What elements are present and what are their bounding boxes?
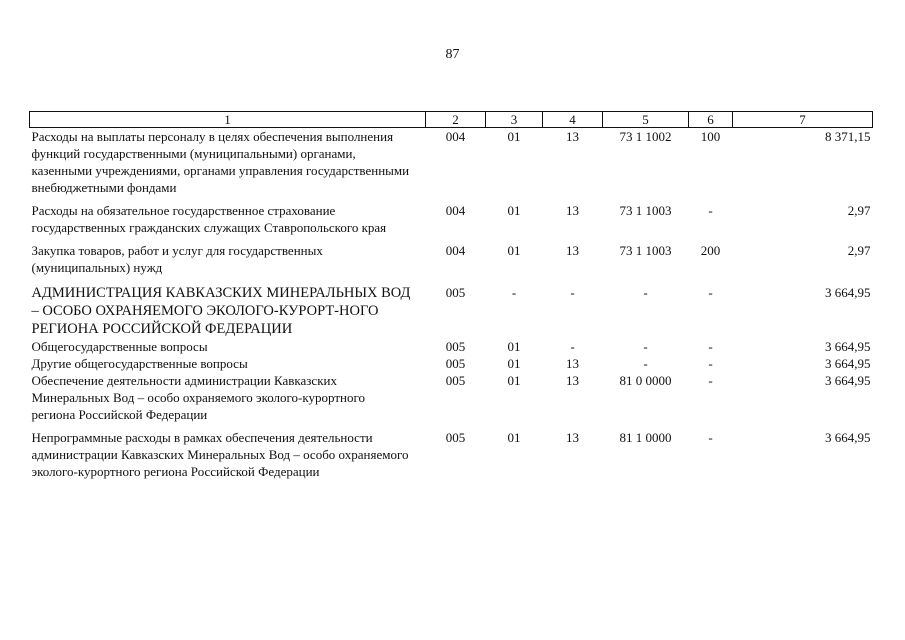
table-row [30,128,873,197]
table-row [30,196,873,236]
row-col-2: 004 [445,203,466,218]
row-col-3: 01 [507,339,521,354]
row-col-4: - [570,339,575,354]
table-row [30,372,873,423]
row-col-7: 3 664,95 [825,339,871,354]
row-col-2: 005 [445,356,466,371]
row-col-4: 13 [566,430,579,445]
row-col-7: 2,97 [847,243,871,258]
row-col-6: - [708,373,713,388]
row-name: Закупка товаров, работ и услуг для государственных (муниципальных) нужд [31,243,323,275]
row-col-3: - [511,285,517,300]
row-col-4: - [570,285,575,300]
row-col-5: 81 0 0000 [619,373,672,388]
row-col-6: - [708,430,713,445]
table-row [30,423,873,480]
header-col-6: 6 [689,112,733,128]
row-col-6: - [708,285,713,300]
row-col-3: 01 [507,356,521,371]
row-col-3: 01 [507,203,521,218]
row-col-6: - [708,203,713,218]
table-row [30,355,873,372]
row-name: Общегосударственные вопросы [31,339,208,354]
row-col-5: 73 1 1003 [619,203,672,218]
table-row-section-heading [30,276,873,338]
row-col-7: 2,97 [847,203,871,218]
header-col-2: 2 [426,112,486,128]
row-name: Обеспечение деятельности администрации Кавказских Минеральных Вод – особо охраняемого эколого-курортного региона Российской Федерации [31,373,365,422]
table-row [30,338,873,355]
row-col-6: 200 [700,243,721,258]
row-col-6: 100 [700,129,721,144]
row-col-7: 3 664,95 [825,285,871,300]
row-col-7: 3 664,95 [825,373,871,388]
header-col-1: 1 [30,112,426,128]
row-col-6: - [708,356,713,371]
row-col-5: - [643,339,648,354]
row-col-7: 8 371,15 [825,129,871,144]
row-name: Расходы на выплаты персоналу в целях обеспечения выполнения функций государственными (муниципальными) органами, казенными учреждениями, органами управления государственными внебюджетными фондами [31,129,410,195]
row-col-4: 13 [566,243,579,258]
row-col-2: 004 [445,243,466,258]
header-col-5: 5 [603,112,689,128]
row-col-3: 01 [507,430,521,445]
row-col-5: 73 1 1003 [619,243,672,258]
row-col-4: 13 [566,203,579,218]
row-col-5: 73 1 1002 [619,129,672,144]
row-col-4: 13 [566,373,579,388]
header-col-3: 3 [486,112,543,128]
row-col-3: 01 [507,243,521,258]
row-name: Непрограммные расходы в рамках обеспечения деятельности администрации Кавказских Минеральных Вод – особо охраняемого эколого-курортного региона Российской Федерации [31,430,409,479]
header-col-7: 7 [733,112,873,128]
row-col-2: 005 [445,373,466,388]
row-name: Другие общегосударственные вопросы [31,356,248,371]
row-name: Расходы на обязательное государственное страхование государственных гражданских служащих Ставропольского края [31,203,387,235]
row-col-3: 01 [507,129,521,144]
row-col-5: - [643,285,648,300]
row-col-7: 3 664,95 [825,356,871,371]
row-col-4: 13 [566,129,579,144]
row-col-2: 005 [445,339,466,354]
row-col-7: 3 664,95 [825,430,871,445]
header-col-4: 4 [543,112,603,128]
row-name: АДМИНИСТРАЦИЯ КАВКАЗСКИХ МИНЕРАЛЬНЫХ ВОД – ОСОБО ОХРАНЯЕМОГО ЭКОЛОГО-КУРОРТ-НОГО РЕГИОНА РОССИЙСКОЙ ФЕДЕРАЦИИ [31,285,411,337]
row-col-6: - [708,339,713,354]
table-header-row [30,112,873,128]
budget-table [29,111,873,480]
row-col-5: 81 1 0000 [619,430,672,445]
row-col-2: 004 [445,129,466,144]
table-row [30,236,873,276]
row-col-3: 01 [507,373,521,388]
row-col-5: - [643,356,648,371]
page-number: 87 [445,47,460,62]
row-col-4: 13 [566,356,579,371]
row-col-2: 005 [445,430,466,445]
row-col-2: 005 [445,285,466,300]
